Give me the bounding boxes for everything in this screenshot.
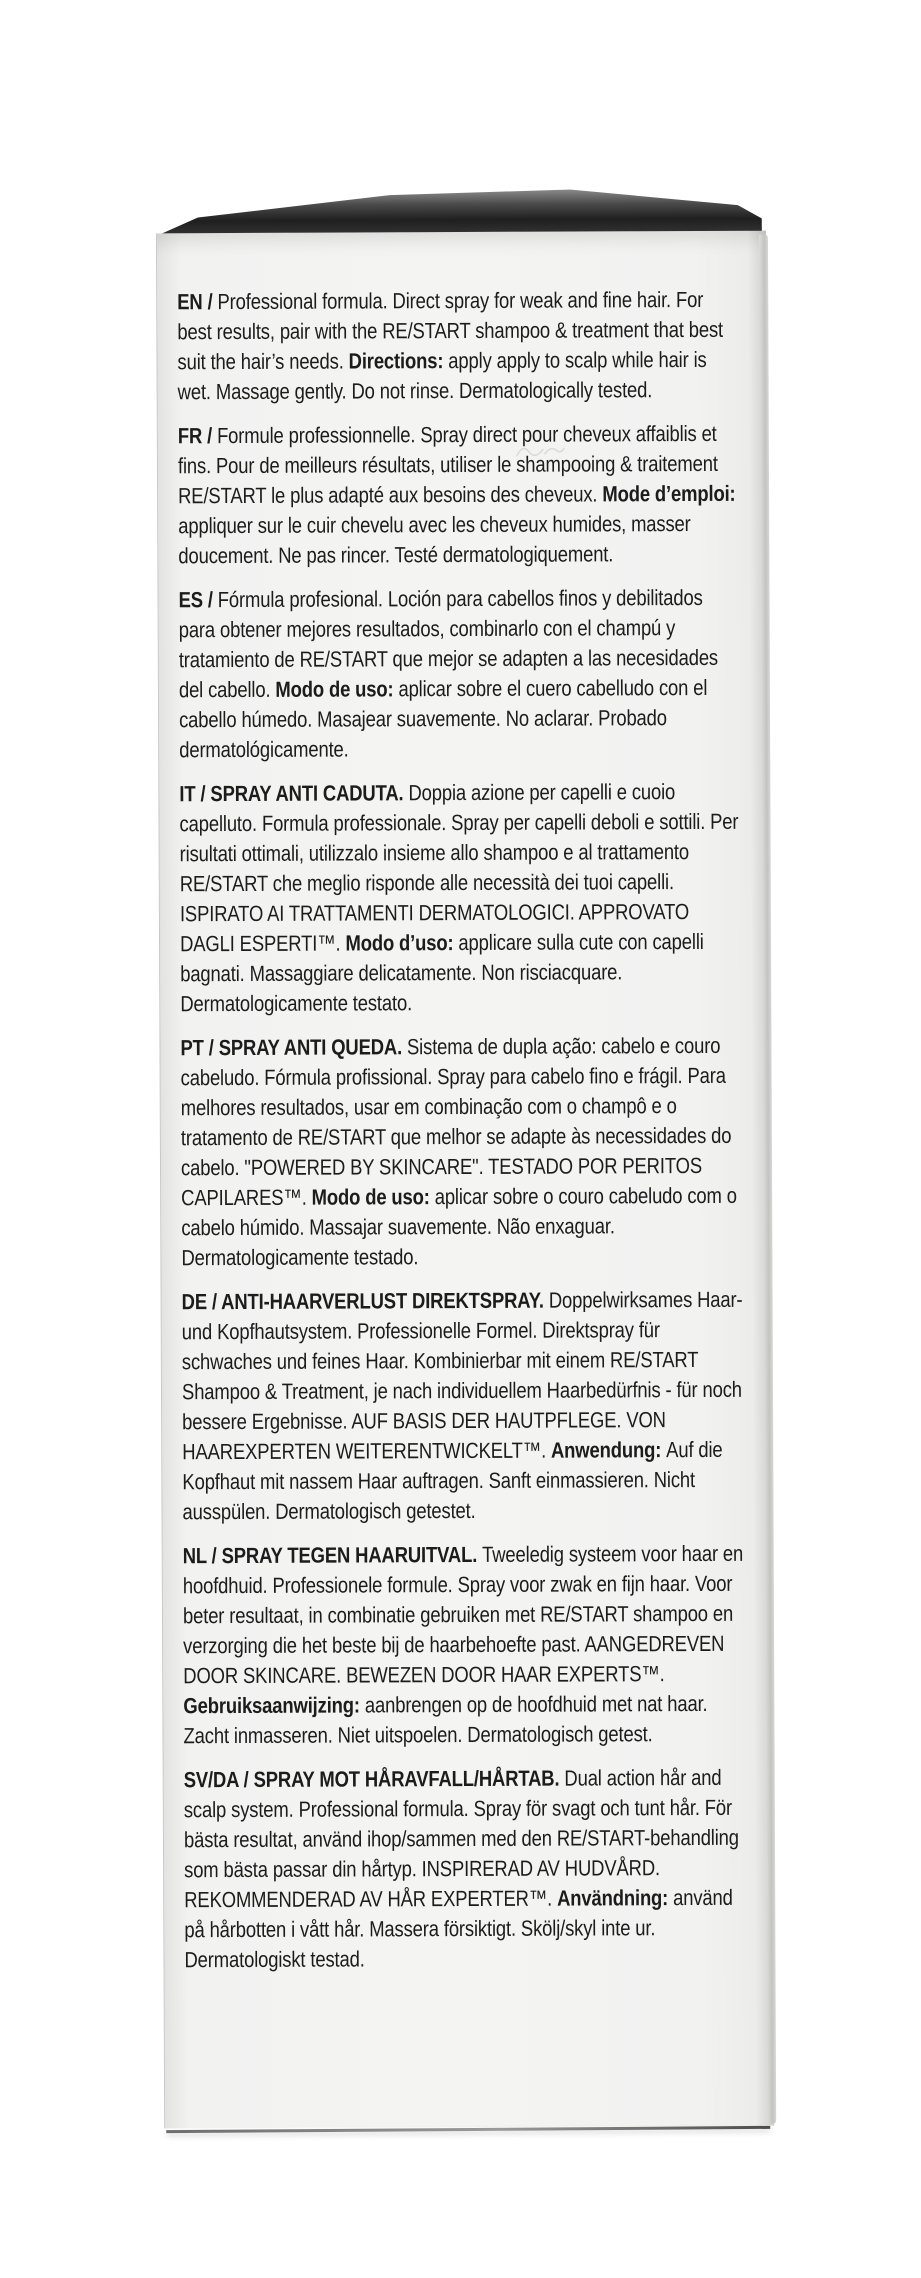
lang-section-es: ES / Fórmula profesional. Loción para cabellos finos y debilitados para obtener mejores resultados, combinarlo con el champú y tratamiento de RE/START que mejor se adapten a las necesidades del cabello. Modo de uso: aplicar sobre el cuero cabelludo con el cabello húmedo. Masajear suavemente. No aclarar. Probado dermatológicamente. [178,584,719,763]
product-box [156,189,774,2137]
text-panel [177,285,746,1989]
lang-section-pt: PT / SPRAY ANTI QUEDA. Sistema de dupla ação: cabelo e couro cabeludo. Fórmula profissional. Spray para cabelo fino e frágil. Para melhores resultados, usar em combinação com o champô e o tratamento de RE/START que melhor se adapte às necessidades do cabelo. "POWERED BY SKINCARE". TESTADO POR PERITOS CAPILARES™. Modo de uso: aplicar sobre o couro cabeludo com o cabelo húmido. Massajar suavemente. Não enxaguar. Dermatologicamente testado. [180,1032,737,1271]
lang-section-de: DE / ANTI-HAARVERLUST DIREKTSPRAY. Doppelwirksames Haar- und Kopfhautsystem. Professionelle Formel. Direktspray für schwaches und feines Haar. Kombinierbar mit einem RE/START Shampoo & Treatment, je nach individuellem Haarbedürfnis - für noch bessere Ergebnisse. AUF BASIS DER HAUTPFLEGE. VON HAAREXPERTEN WEITERENTWICKELT™. Anwendung: Auf die Kopfhaut mit nassem Haar auftragen. Sanft einmassieren. Nicht ausspülen. Dermatologisch getestet. [181,1286,743,1525]
lang-section-it: IT / SPRAY ANTI CADUTA. Doppia azione per capelli e cuoio capelluto. Formula professionale. Spray per capelli deboli e sottili. Per risultati ottimali, utilizzalo insieme allo shampoo e al trattamento RE/START che meglio risponde alle necessità dei tuoi capelli. ISPIRATO AI TRATTAMENTI DERMATOLOGICI. APPROVATO DAGLI ESPERTI™. Modo d’uso: applicare sulla cute con capelli bagnati. Massaggiare delicatamente. Non risciacquare. Dermatologicamente testato. [179,779,739,1017]
lang-section-en: EN / Professional formula. Direct spray for weak and fine hair. For best results, pair with the RE/START shampoo & treatment that best suit the hair’s needs. Directions: apply apply to scalp while hair is wet. Massage gently. Do not rinse. Dermatologically tested. [177,286,724,405]
lang-section-svda: SV/DA / SPRAY MOT HÅRAVFALL/HÅRTAB. Dual action hår and scalp system. Professional formula. Spray för svagt och tunt hår. För bästa resultat, använd ihop/sammen med den RE/START-behandling som bästa passar din hårtyp. INSPIRERAD AV HUDVÅRD. REKOMMENDERAD AV HÅR EXPERTER™. Användning: använd på hårbotten i vått hår. Massera försiktigt. Skölj/skyl inte ur. Dermatologiskt testad. [183,1764,739,1973]
lang-section-nl: NL / SPRAY TEGEN HAARUITVAL. Tweeledig systeem voor haar en hoofdhuid. Professionele formule. Spray voor zwak en fijn haar. Voor beter resultaat, in combinatie gebruiken met RE/START shampoo en verzorging die het beste bij de haarbehoefte past. AANGEDREVEN DOOR SKINCARE. BEWEZEN DOOR HAAR EXPERTS™. Gebruiksaanwijzing: aanbrengen op de hoofdhuid met nat haar. Zacht inmasseren. Niet uitspoelen. Dermatologisch getest. [182,1540,744,1749]
lang-section-fr: FR / Formule professionnelle. Spray direct pour cheveux affaiblis et fins. Pour de meilleurs résultats, utiliser le shampooing & traitement RE/START le plus adapté aux besoins des cheveux. Mode d’emploi: appliquer sur le cuir chevelu avec les cheveux humides, masser doucement. Ne pas rincer. Testé dermatologiquement. [177,420,736,569]
